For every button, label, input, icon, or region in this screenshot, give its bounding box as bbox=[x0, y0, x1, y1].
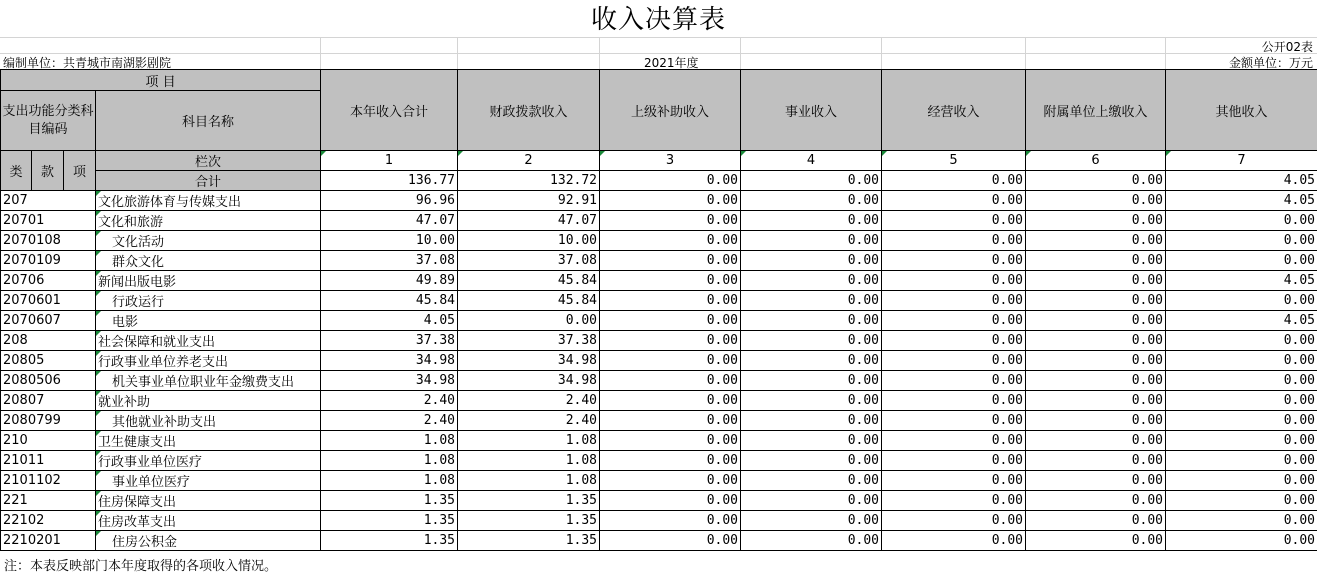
amount-cell: 0.00 bbox=[1166, 451, 1317, 471]
subject-code: 207 bbox=[1, 191, 96, 211]
amount-cell: 0.00 bbox=[882, 391, 1026, 411]
amount-cell: 0.00 bbox=[882, 331, 1026, 351]
amount-cell: 0.00 bbox=[882, 311, 1026, 331]
amount-cell: 49.89 bbox=[321, 271, 458, 291]
amount-cell: 0.00 bbox=[741, 311, 882, 331]
amount-cell: 0.00 bbox=[882, 351, 1026, 371]
amount-cell: 0.00 bbox=[882, 371, 1026, 391]
subject-name-text: 电影 bbox=[112, 315, 139, 330]
amount-cell: 0.00 bbox=[1166, 511, 1317, 531]
amount-cell: 4.05 bbox=[1166, 191, 1317, 211]
form-code: 公开02表 bbox=[1261, 40, 1313, 54]
cell-marker-icon bbox=[96, 411, 101, 416]
cell-marker-icon bbox=[96, 271, 101, 276]
amount-cell: 1.35 bbox=[321, 531, 458, 551]
amount-cell: 0.00 bbox=[741, 451, 882, 471]
amount-cell: 0.00 bbox=[882, 411, 1026, 431]
amount-cell: 10.00 bbox=[321, 231, 458, 251]
subject-code: 20807 bbox=[1, 391, 96, 411]
amount-cell: 0.00 bbox=[1166, 411, 1317, 431]
subject-code: 20805 bbox=[1, 351, 96, 371]
cell-marker-icon bbox=[96, 511, 101, 516]
header-lei: 类 bbox=[1, 151, 32, 191]
subject-name-text: 群众文化 bbox=[112, 255, 165, 270]
cell-marker-icon bbox=[96, 451, 101, 456]
amount-cell: 0.00 bbox=[741, 391, 882, 411]
amount-cell: 1.08 bbox=[321, 451, 458, 471]
amount-cell: 0.00 bbox=[1026, 311, 1166, 331]
amount-cell: 0.00 bbox=[882, 431, 1026, 451]
subject-code: 20706 bbox=[1, 271, 96, 291]
total-value: 0.00 bbox=[741, 171, 882, 191]
amount-cell: 0.00 bbox=[741, 331, 882, 351]
col-number: 2 bbox=[458, 151, 600, 171]
total-value: 132.72 bbox=[458, 171, 600, 191]
amount-cell: 2.40 bbox=[458, 391, 600, 411]
amount-cell: 0.00 bbox=[741, 531, 882, 551]
amount-cell: 0.00 bbox=[600, 391, 741, 411]
subject-name-text: 行政运行 bbox=[112, 295, 165, 310]
header-col-5: 经营收入 bbox=[882, 70, 1026, 151]
amount-cell: 0.00 bbox=[600, 311, 741, 331]
footnote: 注：本表反映部门本年度取得的各项收入情况。 bbox=[4, 559, 278, 574]
amount-cell: 1.35 bbox=[458, 491, 600, 511]
subject-name-text: 文化和旅游 bbox=[98, 215, 164, 230]
amount-cell: 0.00 bbox=[1026, 331, 1166, 351]
subject-name bbox=[96, 371, 321, 391]
amount-cell: 0.00 bbox=[741, 491, 882, 511]
subject-name bbox=[96, 191, 321, 211]
amount-cell: 1.08 bbox=[458, 431, 600, 451]
subject-code: 208 bbox=[1, 331, 96, 351]
amount-cell: 0.00 bbox=[1166, 231, 1317, 251]
subject-code: 221 bbox=[1, 491, 96, 511]
page-title: 收入决算表 bbox=[590, 5, 726, 35]
table-row bbox=[1, 411, 1317, 431]
subject-name bbox=[96, 531, 321, 551]
col-number: 7 bbox=[1166, 151, 1317, 171]
col-number: 6 bbox=[1026, 151, 1166, 171]
amount-cell: 1.08 bbox=[321, 431, 458, 451]
header-item: 项 目 bbox=[1, 70, 321, 91]
amount-cell: 0.00 bbox=[1166, 391, 1317, 411]
amount-cell: 96.96 bbox=[321, 191, 458, 211]
amount-cell: 0.00 bbox=[741, 471, 882, 491]
amount-cell: 0.00 bbox=[1166, 431, 1317, 451]
amount-cell: 1.35 bbox=[321, 511, 458, 531]
amount-cell: 0.00 bbox=[600, 431, 741, 451]
amount-cell: 2.40 bbox=[321, 391, 458, 411]
table-row bbox=[1, 291, 1317, 311]
col-number: 5 bbox=[882, 151, 1026, 171]
subject-name bbox=[96, 411, 321, 431]
col-number: 3 bbox=[600, 151, 741, 171]
cell-marker-icon bbox=[96, 351, 101, 356]
cell-marker-icon bbox=[96, 251, 101, 256]
cell-marker-icon bbox=[96, 191, 101, 196]
amount-cell: 0.00 bbox=[882, 271, 1026, 291]
header-name: 科目名称 bbox=[96, 91, 321, 151]
header-col-3: 上级补助收入 bbox=[600, 70, 741, 151]
cell-marker-icon bbox=[96, 291, 101, 296]
table-row bbox=[1, 431, 1317, 451]
amount-cell: 0.00 bbox=[458, 311, 600, 331]
amount-cell: 4.05 bbox=[1166, 311, 1317, 331]
subject-name bbox=[96, 471, 321, 491]
amount-cell: 0.00 bbox=[741, 251, 882, 271]
amount-cell: 1.08 bbox=[458, 471, 600, 491]
subject-code: 2210201 bbox=[1, 531, 96, 551]
amount-cell: 2.40 bbox=[321, 411, 458, 431]
amount-cell: 0.00 bbox=[600, 371, 741, 391]
subject-name bbox=[96, 511, 321, 531]
amount-cell: 0.00 bbox=[600, 491, 741, 511]
subject-code: 2101102 bbox=[1, 471, 96, 491]
amount-cell: 0.00 bbox=[882, 191, 1026, 211]
header-col-2: 财政拨款收入 bbox=[458, 70, 600, 151]
amount-cell: 0.00 bbox=[600, 211, 741, 231]
cell-marker-icon bbox=[96, 391, 101, 396]
total-value: 0.00 bbox=[882, 171, 1026, 191]
table-row bbox=[1, 271, 1317, 291]
header-row-label: 栏次 bbox=[96, 151, 321, 171]
subject-name bbox=[96, 211, 321, 231]
amount-cell: 0.00 bbox=[741, 371, 882, 391]
amount-cell: 0.00 bbox=[882, 211, 1026, 231]
subject-code: 20701 bbox=[1, 211, 96, 231]
subject-name-text: 住房公积金 bbox=[112, 535, 178, 550]
table-row bbox=[1, 351, 1317, 371]
subject-name bbox=[96, 491, 321, 511]
subject-name bbox=[96, 391, 321, 411]
amount-cell: 45.84 bbox=[321, 291, 458, 311]
subject-code: 2080799 bbox=[1, 411, 96, 431]
amount-cell: 0.00 bbox=[1166, 371, 1317, 391]
amount-cell: 0.00 bbox=[1026, 371, 1166, 391]
amount-cell: 0.00 bbox=[741, 231, 882, 251]
amount-cell: 0.00 bbox=[1166, 331, 1317, 351]
amount-cell: 0.00 bbox=[741, 291, 882, 311]
amount-cell: 0.00 bbox=[882, 531, 1026, 551]
amount-cell: 37.38 bbox=[458, 331, 600, 351]
table-row bbox=[1, 491, 1317, 511]
table-row bbox=[1, 451, 1317, 471]
amount-cell: 0.00 bbox=[882, 491, 1026, 511]
amount-cell: 0.00 bbox=[1026, 191, 1166, 211]
table-row bbox=[1, 471, 1317, 491]
amount-cell: 0.00 bbox=[1166, 211, 1317, 231]
table-row bbox=[1, 391, 1317, 411]
amount-cell: 0.00 bbox=[1026, 431, 1166, 451]
cell-marker-icon bbox=[96, 231, 101, 236]
cell-marker-icon bbox=[96, 311, 101, 316]
header-col-7: 其他收入 bbox=[1166, 70, 1317, 151]
subject-name-text: 行政事业单位医疗 bbox=[98, 455, 203, 470]
subject-name-text: 卫生健康支出 bbox=[98, 435, 177, 450]
amount-cell: 0.00 bbox=[882, 471, 1026, 491]
subject-name bbox=[96, 291, 321, 311]
amount-cell: 37.08 bbox=[321, 251, 458, 271]
total-value: 0.00 bbox=[1026, 171, 1166, 191]
col-number: 1 bbox=[321, 151, 458, 171]
header-col-1: 本年收入合计 bbox=[321, 70, 458, 151]
table-row bbox=[1, 191, 1317, 211]
amount-cell: 0.00 bbox=[1026, 451, 1166, 471]
header-xiang: 项 bbox=[64, 151, 96, 191]
amount-cell: 0.00 bbox=[600, 251, 741, 271]
amount-cell: 0.00 bbox=[1026, 391, 1166, 411]
amount-cell: 0.00 bbox=[1026, 251, 1166, 271]
subject-name-text: 事业单位医疗 bbox=[112, 475, 191, 490]
amount-cell: 47.07 bbox=[321, 211, 458, 231]
amount-cell: 0.00 bbox=[600, 351, 741, 371]
table-row bbox=[1, 531, 1317, 551]
amount-cell: 37.08 bbox=[458, 251, 600, 271]
amount-cell: 0.00 bbox=[882, 291, 1026, 311]
total-value: 0.00 bbox=[600, 171, 741, 191]
amount-cell: 0.00 bbox=[600, 531, 741, 551]
table-row bbox=[1, 211, 1317, 231]
amount-cell: 0.00 bbox=[741, 431, 882, 451]
amount-cell: 0.00 bbox=[1026, 531, 1166, 551]
cell-marker-icon bbox=[96, 331, 101, 336]
amount-cell: 0.00 bbox=[600, 511, 741, 531]
amount-cell: 1.08 bbox=[321, 471, 458, 491]
amount-cell: 0.00 bbox=[1166, 251, 1317, 271]
amount-cell: 0.00 bbox=[741, 191, 882, 211]
subject-name-text: 就业补助 bbox=[98, 395, 151, 410]
subject-name-text: 住房改革支出 bbox=[98, 515, 177, 530]
amount-cell: 45.84 bbox=[458, 291, 600, 311]
subject-name-text: 机关事业单位职业年金缴费支出 bbox=[112, 375, 295, 390]
subject-name bbox=[96, 251, 321, 271]
col-number: 4 bbox=[741, 151, 882, 171]
subject-code: 21011 bbox=[1, 451, 96, 471]
amount-cell: 2.40 bbox=[458, 411, 600, 431]
subject-name bbox=[96, 431, 321, 451]
amount-cell: 47.07 bbox=[458, 211, 600, 231]
subject-code: 2080506 bbox=[1, 371, 96, 391]
amount-cell: 0.00 bbox=[600, 271, 741, 291]
amount-cell: 0.00 bbox=[1166, 531, 1317, 551]
amount-cell: 0.00 bbox=[600, 451, 741, 471]
amount-cell: 0.00 bbox=[1026, 411, 1166, 431]
total-label: 合计 bbox=[96, 171, 321, 191]
amount-cell: 4.05 bbox=[321, 311, 458, 331]
amount-cell: 0.00 bbox=[1026, 291, 1166, 311]
header-col-4: 事业收入 bbox=[741, 70, 882, 151]
subject-name-text: 住房保障支出 bbox=[98, 495, 177, 510]
subject-code: 2070607 bbox=[1, 311, 96, 331]
subject-name bbox=[96, 231, 321, 251]
amount-cell: 4.05 bbox=[1166, 271, 1317, 291]
subject-name-text: 新闻出版电影 bbox=[98, 275, 177, 290]
year-label: 2021年度 bbox=[644, 56, 699, 70]
amount-unit: 金额单位：万元 bbox=[1228, 56, 1313, 70]
subject-code: 2070601 bbox=[1, 291, 96, 311]
amount-cell: 34.98 bbox=[321, 351, 458, 371]
subject-name bbox=[96, 451, 321, 471]
cell-marker-icon bbox=[96, 211, 101, 216]
subject-name bbox=[96, 331, 321, 351]
subject-code: 2070109 bbox=[1, 251, 96, 271]
amount-cell: 0.00 bbox=[1026, 211, 1166, 231]
amount-cell: 0.00 bbox=[882, 231, 1026, 251]
amount-cell: 0.00 bbox=[1166, 291, 1317, 311]
amount-cell: 0.00 bbox=[741, 411, 882, 431]
amount-cell: 0.00 bbox=[1166, 491, 1317, 511]
amount-cell: 0.00 bbox=[600, 471, 741, 491]
amount-cell: 0.00 bbox=[882, 511, 1026, 531]
amount-cell: 1.35 bbox=[458, 531, 600, 551]
cell-marker-icon bbox=[96, 371, 101, 376]
subject-code: 210 bbox=[1, 431, 96, 451]
amount-cell: 37.38 bbox=[321, 331, 458, 351]
table-row bbox=[1, 231, 1317, 251]
subject-code: 22102 bbox=[1, 511, 96, 531]
subject-name-text: 文化旅游体育与传媒支出 bbox=[98, 195, 242, 210]
amount-cell: 0.00 bbox=[882, 451, 1026, 471]
subject-name bbox=[96, 311, 321, 331]
amount-cell: 0.00 bbox=[1026, 271, 1166, 291]
amount-cell: 34.98 bbox=[458, 351, 600, 371]
amount-cell: 0.00 bbox=[1026, 491, 1166, 511]
subject-code: 2070108 bbox=[1, 231, 96, 251]
subject-name-text: 行政事业单位养老支出 bbox=[98, 355, 229, 370]
subject-name bbox=[96, 351, 321, 371]
table-row bbox=[1, 311, 1317, 331]
amount-cell: 1.35 bbox=[321, 491, 458, 511]
cell-marker-icon bbox=[96, 471, 101, 476]
income-table bbox=[0, 69, 1317, 551]
amount-cell: 0.00 bbox=[741, 211, 882, 231]
cell-marker-icon bbox=[96, 431, 101, 436]
total-value: 136.77 bbox=[321, 171, 458, 191]
amount-cell: 34.98 bbox=[458, 371, 600, 391]
amount-cell: 0.00 bbox=[741, 511, 882, 531]
amount-cell: 92.91 bbox=[458, 191, 600, 211]
table-row bbox=[1, 331, 1317, 351]
cell-marker-icon bbox=[96, 491, 101, 496]
amount-cell: 1.08 bbox=[458, 451, 600, 471]
amount-cell: 0.00 bbox=[600, 231, 741, 251]
table-row bbox=[1, 251, 1317, 271]
amount-cell: 0.00 bbox=[600, 291, 741, 311]
amount-cell: 0.00 bbox=[741, 351, 882, 371]
amount-cell: 0.00 bbox=[600, 191, 741, 211]
amount-cell: 34.98 bbox=[321, 371, 458, 391]
amount-cell: 0.00 bbox=[741, 271, 882, 291]
amount-cell: 0.00 bbox=[1026, 511, 1166, 531]
subject-name-text: 社会保障和就业支出 bbox=[98, 335, 216, 350]
amount-cell: 45.84 bbox=[458, 271, 600, 291]
amount-cell: 10.00 bbox=[458, 231, 600, 251]
amount-cell: 0.00 bbox=[1166, 471, 1317, 491]
cell-marker-icon bbox=[96, 531, 101, 536]
total-value: 4.05 bbox=[1166, 171, 1317, 191]
amount-cell: 1.35 bbox=[458, 511, 600, 531]
subject-name-text: 文化活动 bbox=[112, 235, 165, 250]
table-row bbox=[1, 371, 1317, 391]
subject-name-text: 其他就业补助支出 bbox=[112, 415, 217, 430]
amount-cell: 0.00 bbox=[1166, 351, 1317, 371]
amount-cell: 0.00 bbox=[1026, 471, 1166, 491]
header-code-group: 支出功能分类科目编码 bbox=[1, 91, 96, 151]
amount-cell: 0.00 bbox=[1026, 351, 1166, 371]
header-col-6: 附属单位上缴收入 bbox=[1026, 70, 1166, 151]
amount-cell: 0.00 bbox=[1026, 231, 1166, 251]
amount-cell: 0.00 bbox=[882, 251, 1026, 271]
header-kuan: 款 bbox=[32, 151, 64, 191]
table-row bbox=[1, 511, 1317, 531]
subject-name bbox=[96, 271, 321, 291]
amount-cell: 0.00 bbox=[600, 411, 741, 431]
unit-label: 编制单位：共青城市南湖影剧院 bbox=[3, 56, 172, 70]
amount-cell: 0.00 bbox=[600, 331, 741, 351]
